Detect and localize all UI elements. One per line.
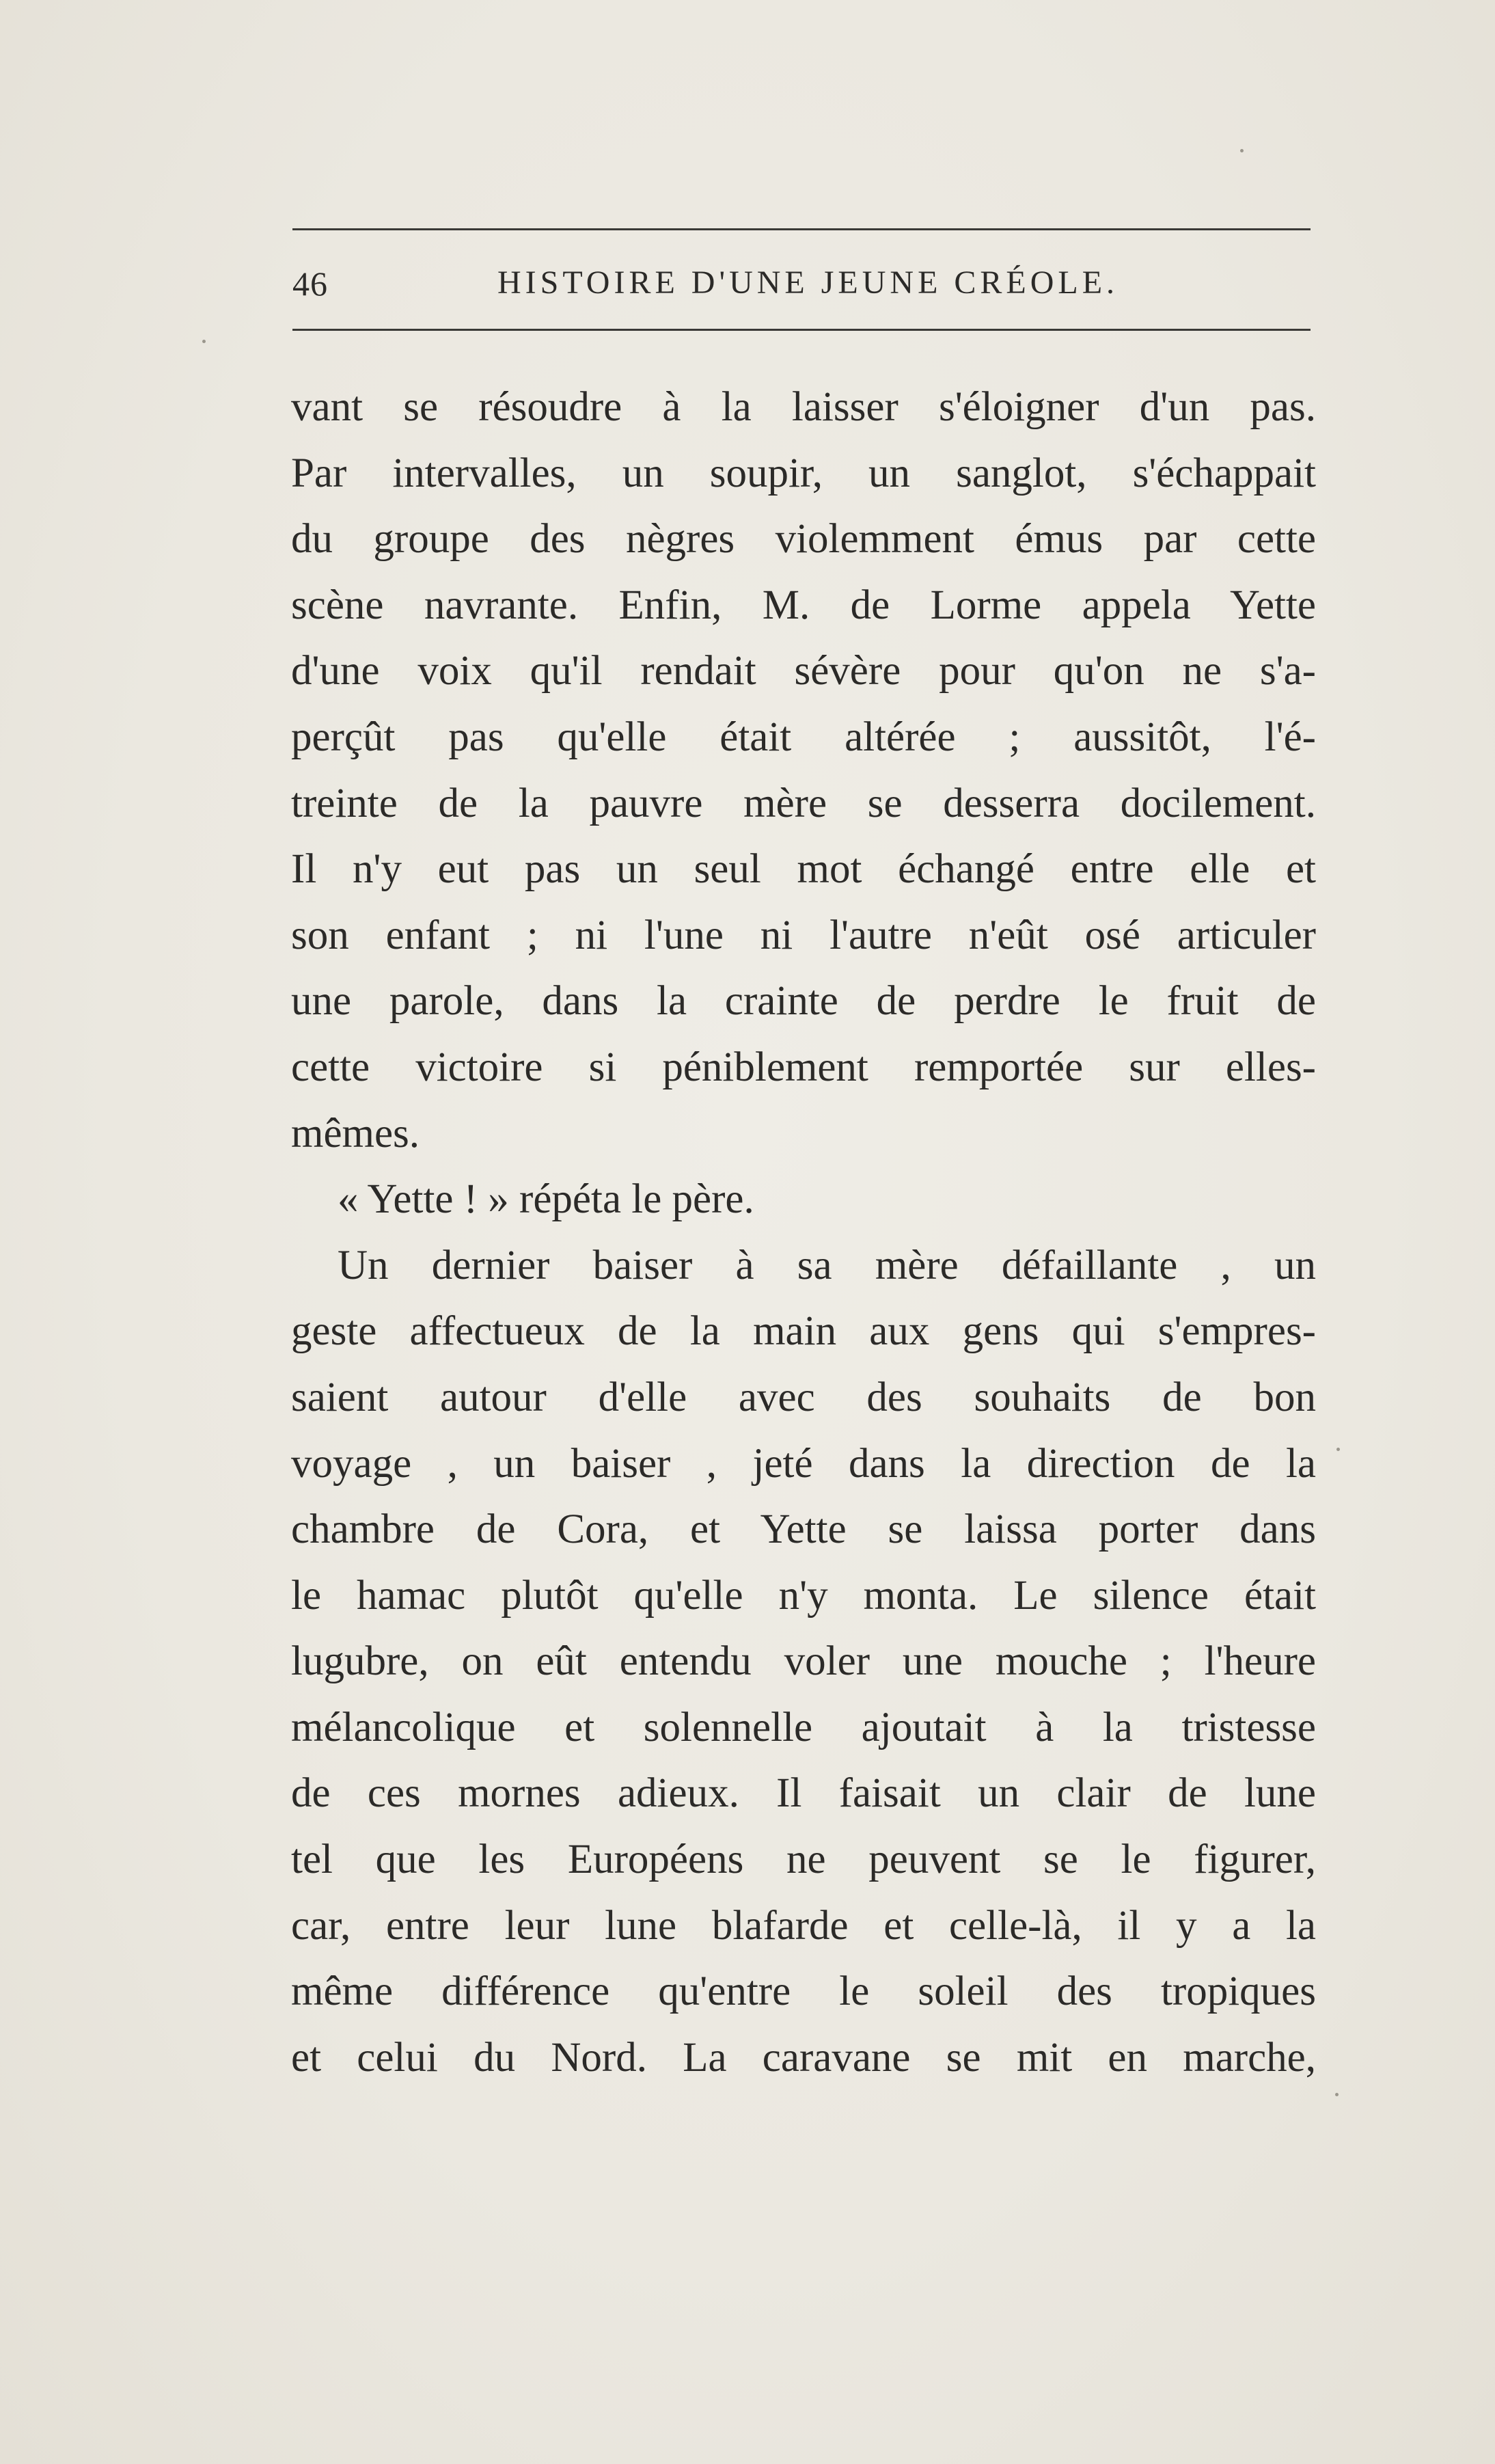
paper-speck <box>1240 149 1244 152</box>
paper-speck <box>1336 1448 1340 1451</box>
text-line: son enfant ; ni l'une ni l'autre n'eût osé articuler <box>291 912 1316 958</box>
text-line: scène navrante. Enfin, M. de Lorme appela Yette <box>291 582 1316 628</box>
text-line: Un dernier baiser à sa mère défaillante , un <box>338 1242 1316 1288</box>
text-line: même différence qu'entre le soleil des tropiques <box>291 1968 1316 2015</box>
paper-speck <box>202 340 206 343</box>
text-line: et celui du Nord. La caravane se mit en marche, <box>291 2034 1316 2081</box>
text-line: voyage , un baiser , jeté dans la direction de la <box>291 1440 1316 1487</box>
text-line: saient autour d'elle avec des souhaits de bon <box>291 1374 1316 1420</box>
header-rule-bottom <box>292 329 1311 331</box>
body-text <box>291 375 1316 2091</box>
text-line: le hamac plutôt qu'elle n'y monta. Le silence était <box>291 1572 1316 1619</box>
paper-speck <box>1335 2093 1339 2096</box>
text-line: Il n'y eut pas un seul mot échangé entre elle et <box>291 846 1316 893</box>
text-line: vant se résoudre à la laisser s'éloigner d'un pas. <box>291 384 1316 430</box>
text-line: d'une voix qu'il rendait sévère pour qu'on ne s'a- <box>291 648 1316 694</box>
text-line: lugubre, on eût entendu voler une mouche ; l'heure <box>291 1638 1316 1685</box>
header-rule-top <box>292 228 1311 230</box>
text-line: une parole, dans la crainte de perdre le fruit de <box>291 978 1316 1025</box>
text-line: Par intervalles, un soupir, un sanglot, s'échappait <box>291 450 1316 496</box>
text-line: mêmes. <box>291 1110 420 1156</box>
text-line: de ces mornes adieux. Il faisait un clair de lune <box>291 1770 1316 1817</box>
text-line: treinte de la pauvre mère se desserra docilement. <box>291 780 1316 826</box>
text-line: du groupe des nègres violemment émus par cette <box>291 516 1316 563</box>
running-head <box>292 258 1311 306</box>
page-number: 46 <box>292 265 328 303</box>
text-line: perçût pas qu'elle était altérée ; aussitôt, l'é- <box>291 714 1316 760</box>
text-line: geste affectueux de la main aux gens qui s'empres- <box>291 1308 1316 1355</box>
book-title: HISTOIRE D'UNE JEUNE CRÉOLE. <box>497 265 1119 301</box>
text-line: tel que les Européens ne peuvent se le figurer, <box>291 1837 1316 1883</box>
text-line: « Yette ! » répéta le père. <box>338 1176 754 1223</box>
text-line: chambre de Cora, et Yette se laissa porter dans <box>291 1506 1316 1553</box>
text-line: mélancolique et solennelle ajoutait à la tristesse <box>291 1704 1316 1750</box>
text-line: cette victoire si péniblement remportée sur elles- <box>291 1044 1316 1090</box>
text-line: car, entre leur lune blafarde et celle-là, il y a la <box>291 1902 1316 1949</box>
